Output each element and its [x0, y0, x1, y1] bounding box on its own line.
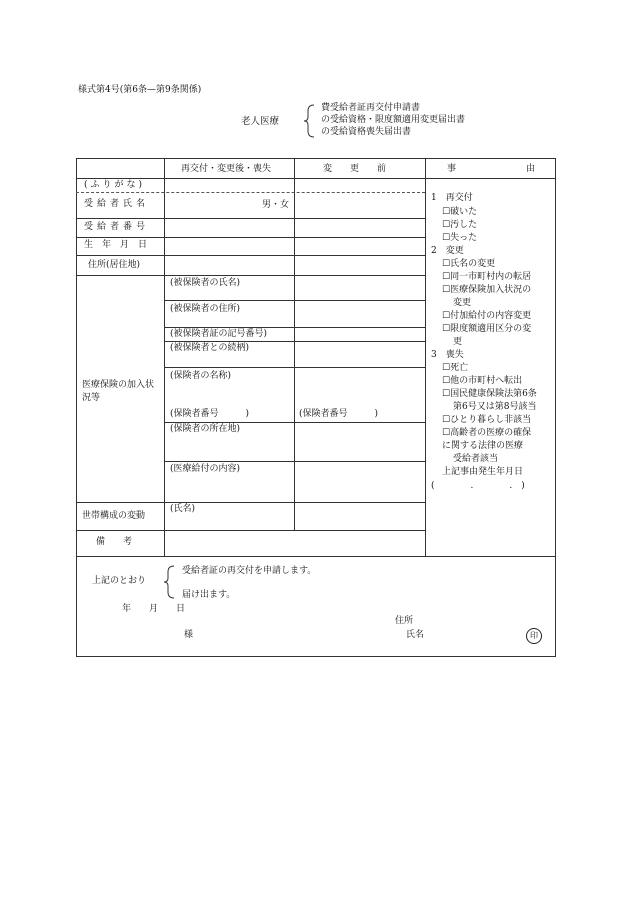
form-number: 様式第4号(第6条—第9条関係): [78, 85, 202, 95]
footer-brace: [162, 565, 176, 599]
reason-move-label: 同一市町村内の転居: [450, 272, 532, 282]
furigana-label: (ふりがな): [84, 180, 146, 190]
col-header-before: 変 更 前: [323, 164, 387, 174]
household-name-label: (氏名): [170, 504, 196, 514]
insured-name-label: (被保険者の氏名): [170, 278, 241, 288]
recipient-number-label: 受給者番号: [84, 222, 150, 232]
reason-limit-change-label-2: 更: [453, 337, 463, 347]
reason-death-label: 死亡: [450, 363, 469, 373]
applicant-name-label: 氏名: [406, 630, 425, 640]
addressee-label: 様: [184, 630, 194, 640]
footer-date[interactable]: 年 月 日: [122, 604, 186, 614]
title-line-3: の受給資格喪失届出書: [321, 127, 412, 137]
footer-apply-text: 受給者証の再交付を申請します。: [182, 566, 317, 576]
reason-section-reissue: 1 再交付: [431, 193, 473, 203]
reason-not-alone-label: ひとり暮らし非該当: [450, 415, 532, 425]
col-header-after: 再交付・変更後・喪失: [181, 164, 272, 174]
reason-death-checkbox[interactable]: [442, 364, 468, 373]
reason-benefit-change-label: 付加給付の内容変更: [450, 311, 532, 321]
sex-value[interactable]: 男・女: [262, 200, 290, 210]
insurer-number-before-label: (保険者番号 ): [299, 409, 379, 419]
reason-not-alone-checkbox[interactable]: [442, 416, 531, 425]
reason-limit-change-label: 限度額適用区分の変: [450, 324, 532, 334]
insurer-address-label: (保険者の所在地): [170, 424, 241, 434]
reason-limit-change-checkbox[interactable]: [442, 325, 531, 334]
reason-moveout-label: 他の市町村へ転出: [450, 376, 523, 386]
reason-insurance-change-label-2: 変更: [453, 298, 472, 308]
reason-section-loss: 3 喪失: [431, 350, 464, 360]
remarks-label: 備 考: [96, 537, 133, 547]
footer-notify-text: 届け出ます。: [182, 590, 236, 600]
recipient-name-label: 受給者氏名: [84, 199, 150, 209]
insurer-name-label: (保険者の名称): [170, 371, 232, 381]
reason-lost-checkbox[interactable]: [442, 234, 477, 243]
birthdate-label: 生 年 月 日: [84, 240, 148, 250]
reason-benefit-change-checkbox[interactable]: [442, 312, 531, 321]
reason-name-change-checkbox[interactable]: [442, 260, 495, 269]
header-brace: [302, 104, 316, 138]
reason-elderly-law-label-2: に関する法律の医療: [442, 441, 524, 451]
address-label: 住所(居住地): [88, 260, 141, 270]
reason-nhi-label-2: 第6号又は第8号該当: [453, 402, 537, 412]
reason-elderly-law-label: 高齢者の医療の確保: [450, 428, 532, 438]
reason-nhi-checkbox[interactable]: [442, 390, 537, 399]
col-header-reason-left: 事: [447, 164, 457, 174]
household-change-label: 世帯構成の変動: [82, 511, 146, 521]
card-symbol-label: (被保険者証の記号番号): [170, 329, 268, 339]
reason-torn-checkbox[interactable]: [442, 208, 477, 217]
relationship-label: (被保険者との続柄): [170, 343, 250, 353]
reason-moveout-checkbox[interactable]: [442, 377, 522, 386]
reason-insurance-change-checkbox[interactable]: [442, 286, 531, 295]
program-name: 老人医療: [241, 116, 280, 127]
reason-section-change: 2 変更: [431, 246, 464, 256]
col-header-reason-right: 由: [526, 164, 536, 174]
occurrence-date-label: 上記事由発生年月日: [442, 467, 524, 477]
insurer-number-after-label: (保険者番号 ): [170, 409, 250, 419]
reason-insurance-change-label: 医療保険加入状況の: [450, 285, 532, 295]
title-line-1: 費受給者証再交付申請書: [321, 103, 421, 113]
seal-mark: 印: [526, 628, 542, 644]
reason-nhi-label: 国民健康保険法第6条: [450, 389, 537, 399]
insured-address-label: (被保険者の住所): [170, 304, 241, 314]
applicant-address-label: 住所: [395, 616, 414, 626]
reason-torn-label: 破いた: [450, 207, 478, 217]
reason-name-change-label: 氏名の変更: [450, 259, 496, 269]
reason-elderly-law-checkbox[interactable]: [442, 429, 531, 438]
insurance-status-label: 医療保険の加入状況等: [82, 380, 155, 403]
reason-move-checkbox[interactable]: [442, 273, 531, 282]
benefit-content-label: (医療給付の内容): [170, 464, 241, 474]
occurrence-date-value[interactable]: ( . . ): [431, 481, 525, 491]
title-line-2: の受給資格・限度額適用変更届出書: [321, 115, 466, 125]
reason-soiled-label: 汚した: [450, 220, 478, 230]
footer-lead: 上記のとおり: [92, 576, 147, 586]
reason-lost-label: 失った: [450, 233, 478, 243]
reason-soiled-checkbox[interactable]: [442, 221, 477, 230]
reason-elderly-law-label-3: 受給者該当: [453, 454, 499, 464]
